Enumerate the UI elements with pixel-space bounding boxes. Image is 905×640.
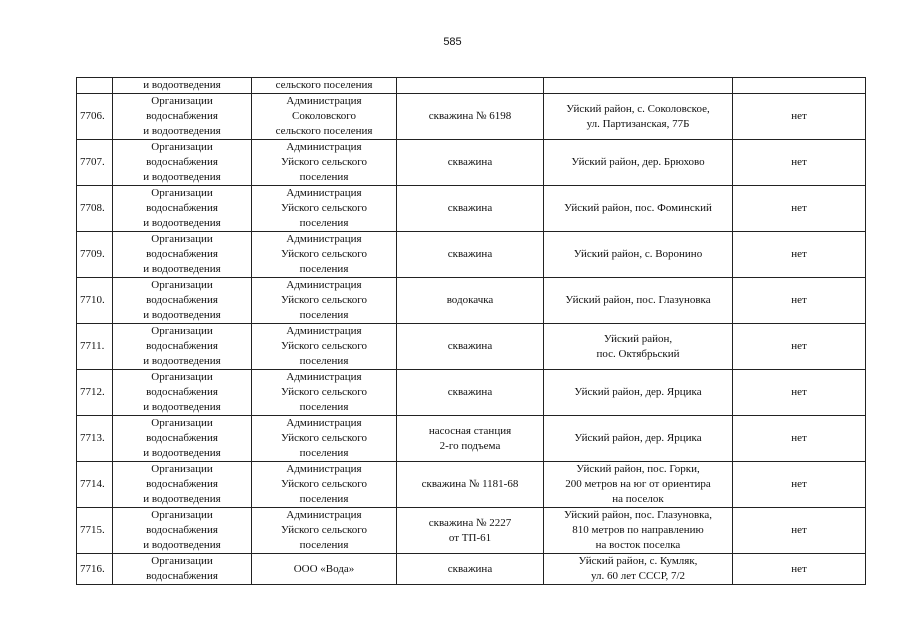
organization-cell: Организации водоснабжения и водоотведения (113, 186, 252, 232)
administration-cell: Администрация Уйского сельского поселения (252, 324, 397, 370)
table-row (77, 278, 866, 324)
organization-cell: Организации водоснабжения (113, 554, 252, 585)
row-number-cell: 7710. (77, 278, 113, 324)
object-cell: скважина № 2227 от ТП-61 (397, 508, 544, 554)
row-number-cell: 7709. (77, 232, 113, 278)
administration-cell: ООО «Вода» (252, 554, 397, 585)
flag-cell: нет (733, 462, 866, 508)
flag-cell: нет (733, 140, 866, 186)
row-number-cell: 7707. (77, 140, 113, 186)
object-cell: водокачка (397, 278, 544, 324)
location-cell: Уйский район, дер. Брюхово (544, 140, 733, 186)
object-cell: скважина (397, 186, 544, 232)
object-cell (397, 78, 544, 94)
row-number-cell: 7714. (77, 462, 113, 508)
row-number-cell: 7713. (77, 416, 113, 462)
object-cell: насосная станция 2-го подъема (397, 416, 544, 462)
location-cell: Уйский район, с. Соколовское, ул. Партизанская, 77Б (544, 94, 733, 140)
object-cell: скважина (397, 324, 544, 370)
flag-cell: нет (733, 94, 866, 140)
administration-cell: Администрация Уйского сельского поселения (252, 508, 397, 554)
object-cell: скважина № 6198 (397, 94, 544, 140)
registry-table-body (77, 78, 866, 585)
flag-cell: нет (733, 324, 866, 370)
object-cell: скважина (397, 554, 544, 585)
table-row (77, 508, 866, 554)
object-cell: скважина (397, 140, 544, 186)
flag-cell: нет (733, 370, 866, 416)
row-number-cell (77, 78, 113, 94)
table-row (77, 324, 866, 370)
row-number-cell: 7712. (77, 370, 113, 416)
organization-cell: Организации водоснабжения и водоотведения (113, 462, 252, 508)
location-cell (544, 78, 733, 94)
administration-cell: Администрация Уйского сельского поселения (252, 370, 397, 416)
page-number: 585 (443, 36, 462, 48)
table-row (77, 416, 866, 462)
location-cell: Уйский район, пос. Глазуновка, 810 метров по направлению на восток поселка (544, 508, 733, 554)
row-number-cell: 7706. (77, 94, 113, 140)
table-row (77, 370, 866, 416)
row-number-cell: 7716. (77, 554, 113, 585)
organization-cell: Организации водоснабжения и водоотведения (113, 324, 252, 370)
administration-cell: Администрация Уйского сельского поселения (252, 140, 397, 186)
flag-cell: нет (733, 554, 866, 585)
organization-cell: Организации водоснабжения и водоотведения (113, 94, 252, 140)
flag-cell: нет (733, 416, 866, 462)
object-cell: скважина (397, 370, 544, 416)
object-cell: скважина (397, 232, 544, 278)
administration-cell: Администрация Уйского сельского поселения (252, 462, 397, 508)
location-cell: Уйский район, пос. Глазуновка (544, 278, 733, 324)
location-cell: Уйский район, с. Кумляк, ул. 60 лет СССР, 7/2 (544, 554, 733, 585)
flag-cell (733, 78, 866, 94)
table-row-continuation (77, 78, 866, 94)
table-row (77, 140, 866, 186)
organization-cell: Организации водоснабжения и водоотведения (113, 278, 252, 324)
organization-cell: и водоотведения (113, 78, 252, 94)
flag-cell: нет (733, 508, 866, 554)
row-number-cell: 7711. (77, 324, 113, 370)
administration-cell: Администрация Соколовского сельского поселения (252, 94, 397, 140)
administration-cell: Администрация Уйского сельского поселения (252, 278, 397, 324)
administration-cell: сельского поселения (252, 78, 397, 94)
flag-cell: нет (733, 186, 866, 232)
row-number-cell: 7708. (77, 186, 113, 232)
administration-cell: Администрация Уйского сельского поселения (252, 416, 397, 462)
location-cell: Уйский район, пос. Октябрьский (544, 324, 733, 370)
location-cell: Уйский район, дер. Ярцика (544, 370, 733, 416)
flag-cell: нет (733, 278, 866, 324)
table-row (77, 186, 866, 232)
organization-cell: Организации водоснабжения и водоотведения (113, 370, 252, 416)
administration-cell: Администрация Уйского сельского поселения (252, 232, 397, 278)
organization-cell: Организации водоснабжения и водоотведения (113, 508, 252, 554)
location-cell: Уйский район, пос. Фоминский (544, 186, 733, 232)
flag-cell: нет (733, 232, 866, 278)
table-row (77, 94, 866, 140)
registry-table (76, 77, 866, 585)
location-cell: Уйский район, пос. Горки, 200 метров на юг от ориентира на поселок (544, 462, 733, 508)
organization-cell: Организации водоснабжения и водоотведения (113, 140, 252, 186)
table-row (77, 462, 866, 508)
organization-cell: Организации водоснабжения и водоотведения (113, 416, 252, 462)
row-number-cell: 7715. (77, 508, 113, 554)
administration-cell: Администрация Уйского сельского поселения (252, 186, 397, 232)
table-row (77, 554, 866, 585)
object-cell: скважина № 1181-68 (397, 462, 544, 508)
location-cell: Уйский район, дер. Ярцика (544, 416, 733, 462)
location-cell: Уйский район, с. Воронино (544, 232, 733, 278)
organization-cell: Организации водоснабжения и водоотведения (113, 232, 252, 278)
table-row (77, 232, 866, 278)
